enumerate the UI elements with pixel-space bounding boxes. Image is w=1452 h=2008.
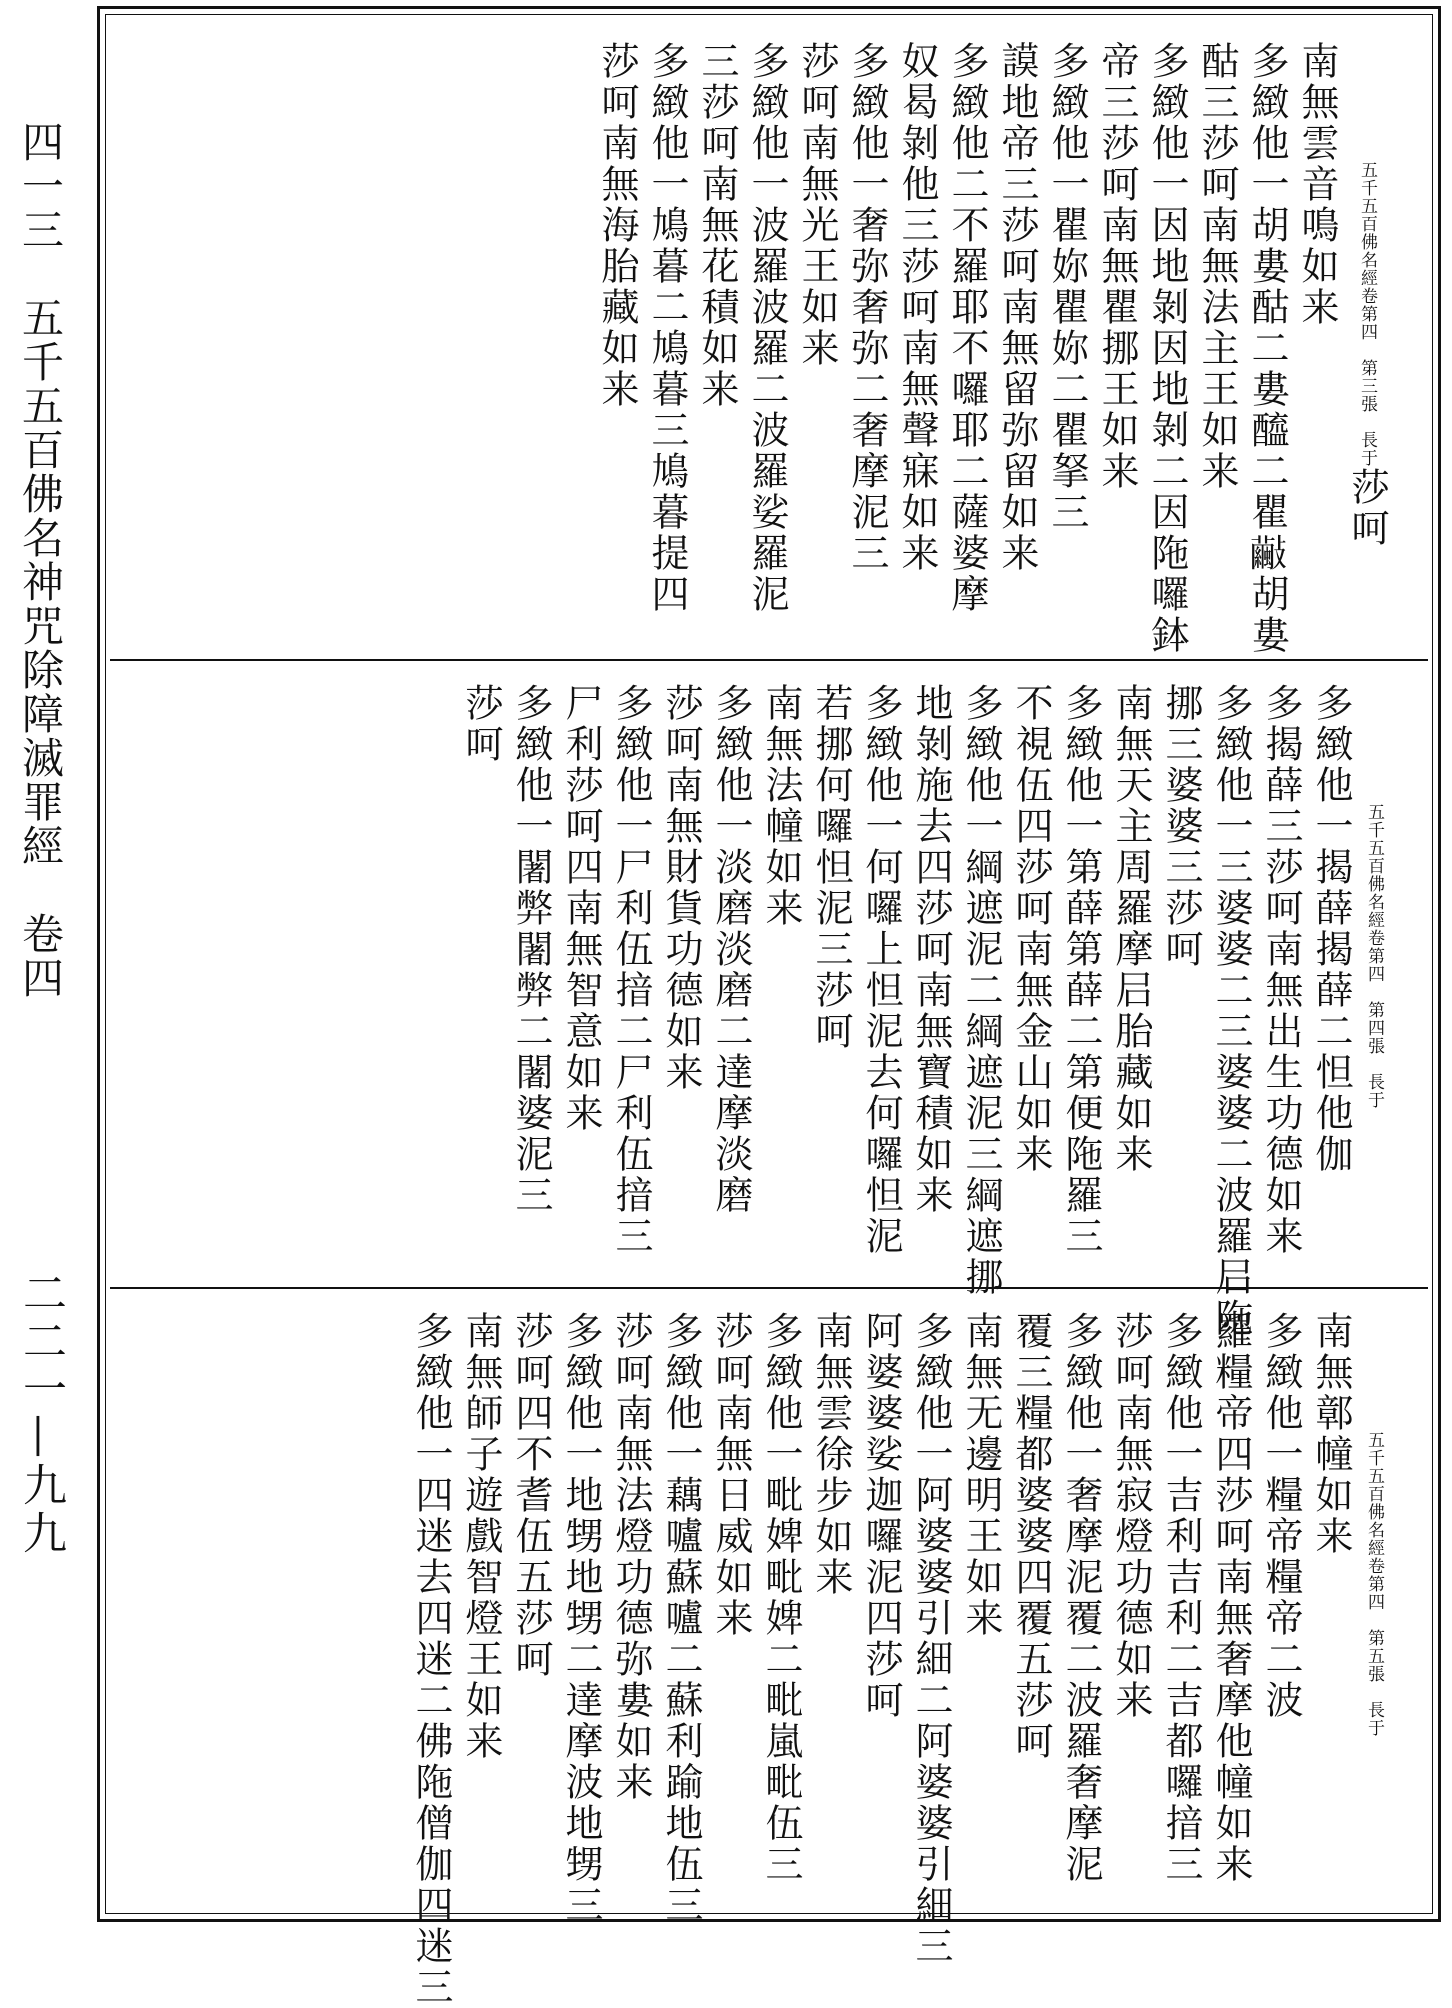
text-column: 多緻他一綱遮泥二綱遮泥三綱遮挪 <box>959 683 1003 1298</box>
text-column: 南無无邊明王如来 <box>959 1311 1003 1639</box>
text-column: 南無海胎藏如来 <box>595 123 639 410</box>
text-columns <box>140 1311 1392 2008</box>
text-column: 多緻他二不羅耶不囉耶二薩婆摩 <box>945 41 989 615</box>
text-column: 莎呵 <box>595 41 639 123</box>
text-column: 莎呵 <box>459 683 503 765</box>
text-column: 羅糧帝四莎呵 <box>1209 1311 1253 1557</box>
text-column: 莎呵 <box>609 1311 653 1393</box>
text-column: 莎呵 <box>1345 467 1389 549</box>
text-column: 多緻他一奢摩泥覆二波羅奢摩泥 <box>1059 1311 1103 1885</box>
text-column: 南無天主周羅摩𡰪胎藏如来 <box>1109 683 1153 1175</box>
text-column: 南無智意如来 <box>559 888 603 1134</box>
text-column: 若挪何囉怛泥三莎呵 <box>809 683 853 1052</box>
text-columns <box>140 683 1392 1339</box>
text-column: 南無法幢如来 <box>759 683 803 929</box>
text-column: 多緻他一糧帝糧帝二波 <box>1259 1311 1303 1721</box>
text-column: 多緻他一闍弊闍弊二闍婆泥三 <box>509 683 553 1216</box>
text-column: 地剝施去四莎呵 <box>909 683 953 970</box>
page-header-note: 五千五百佛名經卷第四 第四張 長于 <box>1364 803 1384 1109</box>
text-column: 南無法主王如来 <box>1195 205 1239 492</box>
text-column: 奴曷剝他三莎呵 <box>895 41 939 328</box>
text-column: 三莎呵 <box>695 41 739 164</box>
text-column: 多揭薛三莎呵 <box>1259 683 1303 929</box>
text-column: 南無鄣幢如来 <box>1309 1311 1353 1557</box>
text-column: 南無雲徐步如来 <box>809 1311 853 1598</box>
text-column: 南無瞿挪王如来 <box>1095 205 1139 492</box>
text-column: 酤三莎呵 <box>1195 41 1239 205</box>
sutra-title: 四一三 五千五百佛名神咒除障滅罪經 卷四 <box>16 120 65 1000</box>
text-column: 多緻他一三婆婆二三婆婆二波羅𡰪陁 <box>1209 683 1253 1339</box>
text-column: 挪三婆婆三莎呵 <box>1159 683 1203 970</box>
panel-upper <box>110 19 1428 659</box>
text-column: 多緻他一胡婁酤二婁醯二瞿𣀺胡婁 <box>1245 41 1289 656</box>
text-column: 南無寶積如来 <box>909 970 953 1216</box>
text-column: 南無財貨功德如来 <box>659 765 703 1093</box>
text-column: 南無金山如来 <box>1009 929 1053 1175</box>
text-column: 南無法燈功德弥婁如来 <box>609 1393 653 1803</box>
page-frame <box>97 6 1441 2008</box>
text-column: 多緻他一波羅波羅二波羅娑羅泥 <box>745 41 789 615</box>
text-column: 南無師子遊戲智燈王如来 <box>459 1311 503 1762</box>
text-column: 南無雲音鳴如来 <box>1295 41 1339 328</box>
text-column: 南無光王如来 <box>795 123 839 369</box>
text-column: 莎呵 <box>709 1311 753 1393</box>
text-column: 尸利莎呵四 <box>559 683 603 888</box>
text-column: 多緻他一地甥地甥二達摩波地甥三 <box>559 1311 603 1926</box>
text-column: 多緻他一四迷去四迷二佛陁僧伽四迷三 <box>409 1311 453 2008</box>
text-column: 不視伍四莎呵 <box>1009 683 1053 929</box>
text-column: 莎呵 <box>659 683 703 765</box>
text-column: 多緻他一揭薛揭薛二怛他伽 <box>1309 683 1353 1175</box>
text-column: 南無出生功德如来 <box>1259 929 1303 1257</box>
side-margin <box>14 120 70 1820</box>
text-column: 莎呵四不耆伍五莎呵 <box>509 1311 553 1680</box>
text-column: 多緻他一何囉上怛泥去何囉怛泥 <box>859 683 903 1257</box>
text-column: 多緻他一藕嚧蘇嚧二蘇利踰地伍三 <box>659 1311 703 1926</box>
panel-lower <box>110 1287 1428 2008</box>
text-column: 南無寂燈功德如来 <box>1109 1393 1153 1721</box>
page-header-note: 五千五百佛名經卷第四 第三張 長于 <box>1357 161 1377 467</box>
page-header-note: 五千五百佛名經卷第四 第五張 長于 <box>1364 1431 1384 1737</box>
text-column: 多緻他一奢弥奢弥二奢摩泥三 <box>845 41 889 574</box>
text-column: 多緻他一尸利伍揞二尸利伍揞三 <box>609 683 653 1257</box>
text-column: 莎呵 <box>1109 1311 1153 1393</box>
text-column: 多緻他一毗婢毗婢二毗嵐毗伍三 <box>759 1311 803 1885</box>
text-column: 南無花積如来 <box>695 164 739 410</box>
text-column: 南無日威如来 <box>709 1393 753 1639</box>
text-column: 阿婆婆娑迦囉泥四莎呵 <box>859 1311 903 1721</box>
text-column: 多緻他一阿婆婆引細二阿婆婆引細三 <box>909 1311 953 1967</box>
text-column: 覆三糧都婆婆四覆五莎呵 <box>1009 1311 1053 1762</box>
text-column: 多緻他一吉利吉利二吉都囉揞三 <box>1159 1311 1203 1885</box>
text-column: 多緻他一瞿妳瞿妳二瞿拏三 <box>1045 41 1089 533</box>
text-columns <box>140 41 1392 656</box>
text-column: 謨地帝三莎呵 <box>995 41 1039 287</box>
text-column: 莎呵 <box>795 41 839 123</box>
text-column: 南無奢摩他幢如来 <box>1209 1557 1253 1885</box>
text-column: 多緻他一第薛第薛二第便陁羅三 <box>1059 683 1103 1257</box>
text-column: 多緻他一因地剝因地剝二因陁囉鉢 <box>1145 41 1189 656</box>
text-column: 帝三莎呵 <box>1095 41 1139 205</box>
text-column: 南無聲寐如来 <box>895 328 939 574</box>
text-column: 南無留弥留如来 <box>995 287 1039 574</box>
text-column: 多緻他一鳩暮二鳩暮三鳩暮提四 <box>645 41 689 615</box>
page-number: 二二一—九九 <box>15 1270 66 1558</box>
panel-middle <box>110 659 1428 1339</box>
text-column: 多緻他一淡磨淡磨二達摩淡磨 <box>709 683 753 1216</box>
